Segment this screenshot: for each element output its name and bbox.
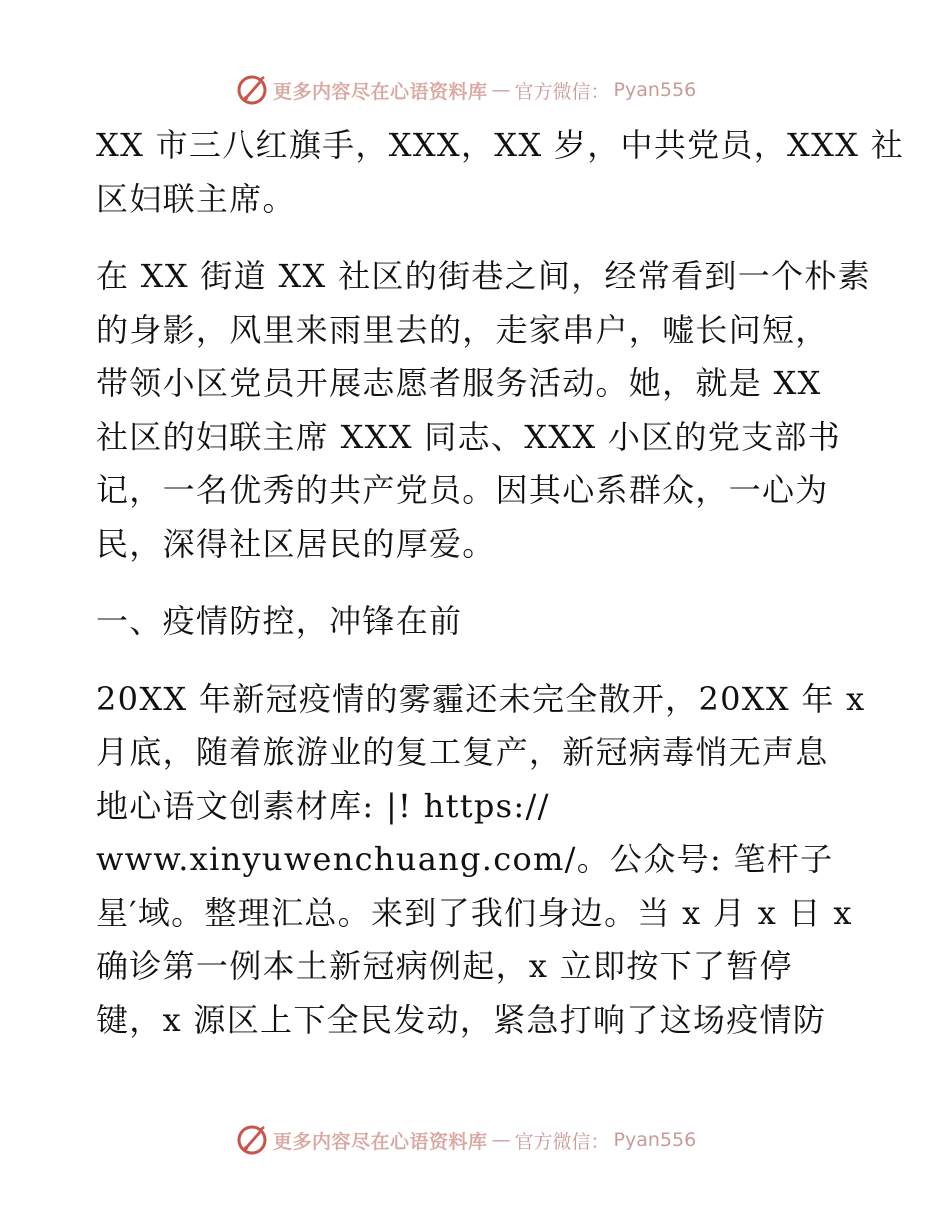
text-line: 确诊第一例本土新冠病例起，x 立即按下了暂停 [96, 947, 793, 985]
text-line: 键，x 源区上下全民发动，紧急打响了这场疫情防 [96, 1000, 827, 1039]
watermark-text: 更多内容尽在心语资料库 [273, 80, 488, 103]
footer-watermark [235, 1122, 696, 1158]
text-line: 地心语文创素材库: |! https:// [96, 786, 550, 825]
watermark-id: Pyan556 [613, 1129, 697, 1151]
paragraph-3 [96, 673, 866, 1048]
text-line: 星′域。整理汇总。来到了我们身边。当 x 月 x 日 x [96, 893, 853, 932]
text-line: 带领小区党员开展志愿者服务活动。她，就是 XX [96, 364, 822, 402]
text-line: XX 市三八红旗手，XXX，XX 岁，中共党员，XXX 社 [96, 126, 905, 164]
document-body [96, 119, 905, 1047]
quill-pen-logo-icon [235, 1123, 269, 1157]
quill-pen-logo-icon [235, 73, 269, 107]
text-line: 在 XX 街道 XX 社区的街巷之间，经常看到一个朴素 [96, 257, 871, 295]
watermark-label: 官方微信： [514, 1130, 610, 1153]
paragraph-2 [96, 250, 871, 571]
heading-line: 一、疫情防控，冲锋在前 [96, 602, 463, 640]
text-line: 的身影，风里来雨里去的，走家串户，嘘长问短， [96, 310, 829, 349]
header-watermark [235, 72, 696, 108]
text-line: 月底，随着旅游业的复工复产，新冠病毒悄无声息 [96, 733, 829, 771]
watermark-label: 官方微信： [514, 80, 610, 103]
paragraph-1 [96, 119, 905, 226]
text-line: 20XX 年新冠疫情的雾霾还未完全散开，20XX 年 x [96, 679, 866, 718]
text-line: 区妇联主席。 [96, 179, 296, 218]
text-line: 民，深得社区居民的厚爱。 [96, 524, 496, 563]
section-heading [96, 595, 856, 649]
text-line: 社区的妇联主席 XXX 同志、XXX 小区的党支部书 [96, 417, 842, 456]
watermark-dash: — [491, 79, 511, 101]
watermark-text: 更多内容尽在心语资料库 [273, 1130, 488, 1153]
watermark-dash: — [491, 1129, 511, 1151]
text-line: www.xinyuwenchuang.com/。公众号: 笔杆子 [96, 840, 834, 878]
watermark-id: Pyan556 [613, 79, 697, 101]
text-line: 记，一名优秀的共产党员。因其心系群众，一心为 [96, 471, 829, 509]
